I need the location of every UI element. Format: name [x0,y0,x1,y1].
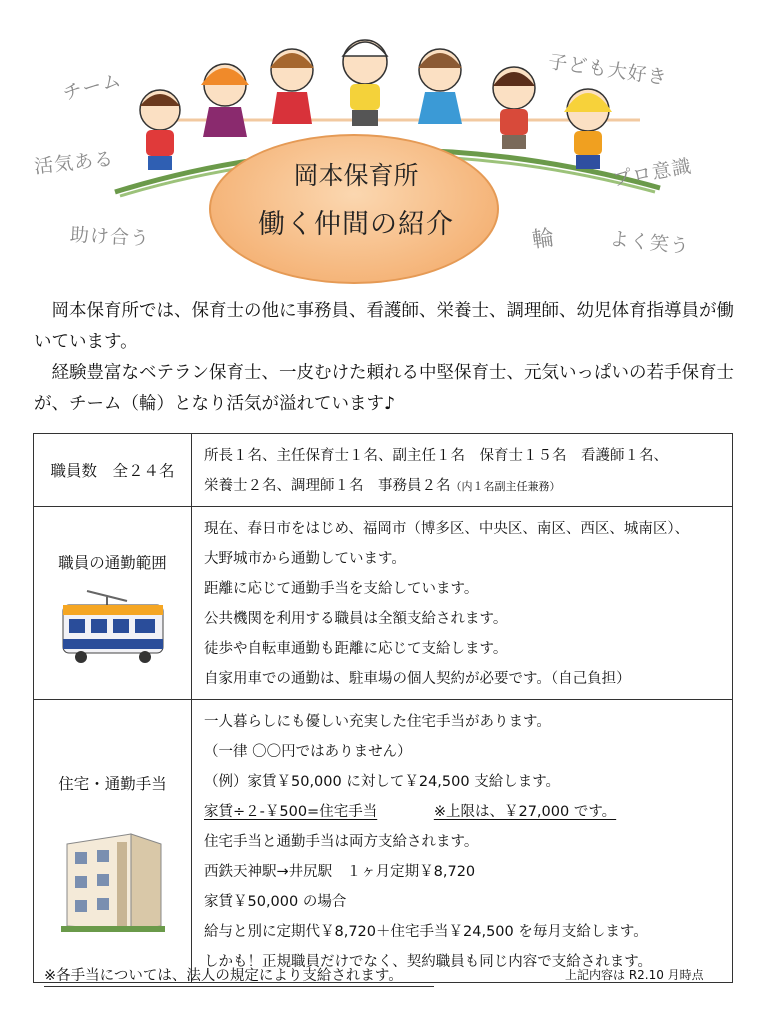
text-line: 一人暮らしにも優しい充実した住宅手当があります。 [204,714,551,730]
keyword-kids: 子ども大好き [546,50,669,90]
text-line [204,798,732,828]
intro-paragraph: 経験豊富なベテラン保育士、一皮むけた頼れる中堅保育士、元気いっぱいの若手保育士が、チーム（輪）となり活気が溢れています♪ [34,363,734,414]
title-oval [209,134,499,284]
row-header [34,700,192,983]
staff-note: （内１名副主任兼務） [450,480,561,493]
text-line: 西鉄天神駅→井尻駅 １ヶ月定期￥8,720 [204,864,476,880]
info-table [33,433,733,983]
text-line: （例）家賃￥50,000 に対して￥24,500 支給します。 [204,774,561,790]
table-row-staff [34,434,733,507]
intro-paragraph: 岡本保育所では、保育士の他に事務員、看護師、栄養士、調理師、幼児体育指導員が働いています。 [34,301,734,352]
text-line: 家賃￥50,000 の場合 [204,894,347,910]
building-icon [57,820,169,938]
page-subtitle: 働く仲間の紹介 [258,209,454,240]
train-icon [57,587,169,667]
row-header [34,507,192,700]
row-label: 職員数 全２４名 [50,462,175,480]
rent-formula: 家賃÷２-￥500=住宅手当 [204,804,378,820]
table-row-commute [34,507,733,700]
keyword-help: 助け合う [69,223,151,251]
child-figure [564,89,612,169]
allowance-limit: ※上限は、￥27,000 です。 [433,804,617,820]
keyword-team: チーム [60,69,125,105]
child-figure [201,64,249,137]
text-line: 公共機関を利用する職員は全額支給されます。 [204,611,508,627]
row-body [192,507,733,700]
text-line: 現在、春日市をはじめ、福岡市（博多区、中央区、南区、西区、城南区）、 [204,521,690,537]
text-line: （一律 〇〇円ではありません） [204,744,412,760]
footer-date: 上記内容は R2.10 月時点 [565,968,704,982]
keyword-lively: 活気ある [33,147,116,179]
footer-underline [44,986,434,987]
row-body [192,700,733,983]
child-figure [493,67,535,149]
keyword-pro: プロ意識 [610,155,694,191]
row-body [192,434,733,507]
text-line: 給与と別に定期代￥8,720＋住宅手当￥24,500 を毎月支給します。 [204,924,648,940]
text-line: 徒歩や自転車通勤も距離に応じて支給します。 [204,641,508,657]
header-illustration [0,0,759,290]
text-line: 距離に応じて通勤手当を支給しています。 [204,581,479,597]
page-title: 岡本保育所 [293,161,419,190]
table-row-allowance [34,700,733,983]
row-header [34,434,192,507]
text-line: 所長１名、主任保育士１名、副主任１名 保育士１５名 看護師１名、 [204,448,668,464]
child-figure [343,40,387,126]
footer-note: ※各手当については、法人の規定により支給されます。 [44,968,403,984]
intro-text [34,296,734,420]
keyword-smile: よく笑う [608,227,691,259]
text-line: 自家用車での通勤は、駐車場の個人契約が必要です。（自己負担） [204,671,631,687]
text-line: 大野城市から通勤しています。 [204,551,406,567]
text-line [204,472,732,502]
text-line: しかも！正規職員だけでなく、契約職員も同じ内容で支給されます。 [204,954,653,970]
row-label: 職員の通勤範囲 [58,554,167,572]
keyword-ring: 輪 [530,225,557,254]
child-figure [140,90,180,170]
child-figure [270,49,314,124]
text-line: 栄養士２名、調理師１名 事務員２名 [204,478,451,494]
row-label: 住宅・通勤手当 [58,775,167,793]
text-line: 住宅手当と通勤手当は両方支給されます。 [204,834,479,850]
child-figure [418,49,462,124]
